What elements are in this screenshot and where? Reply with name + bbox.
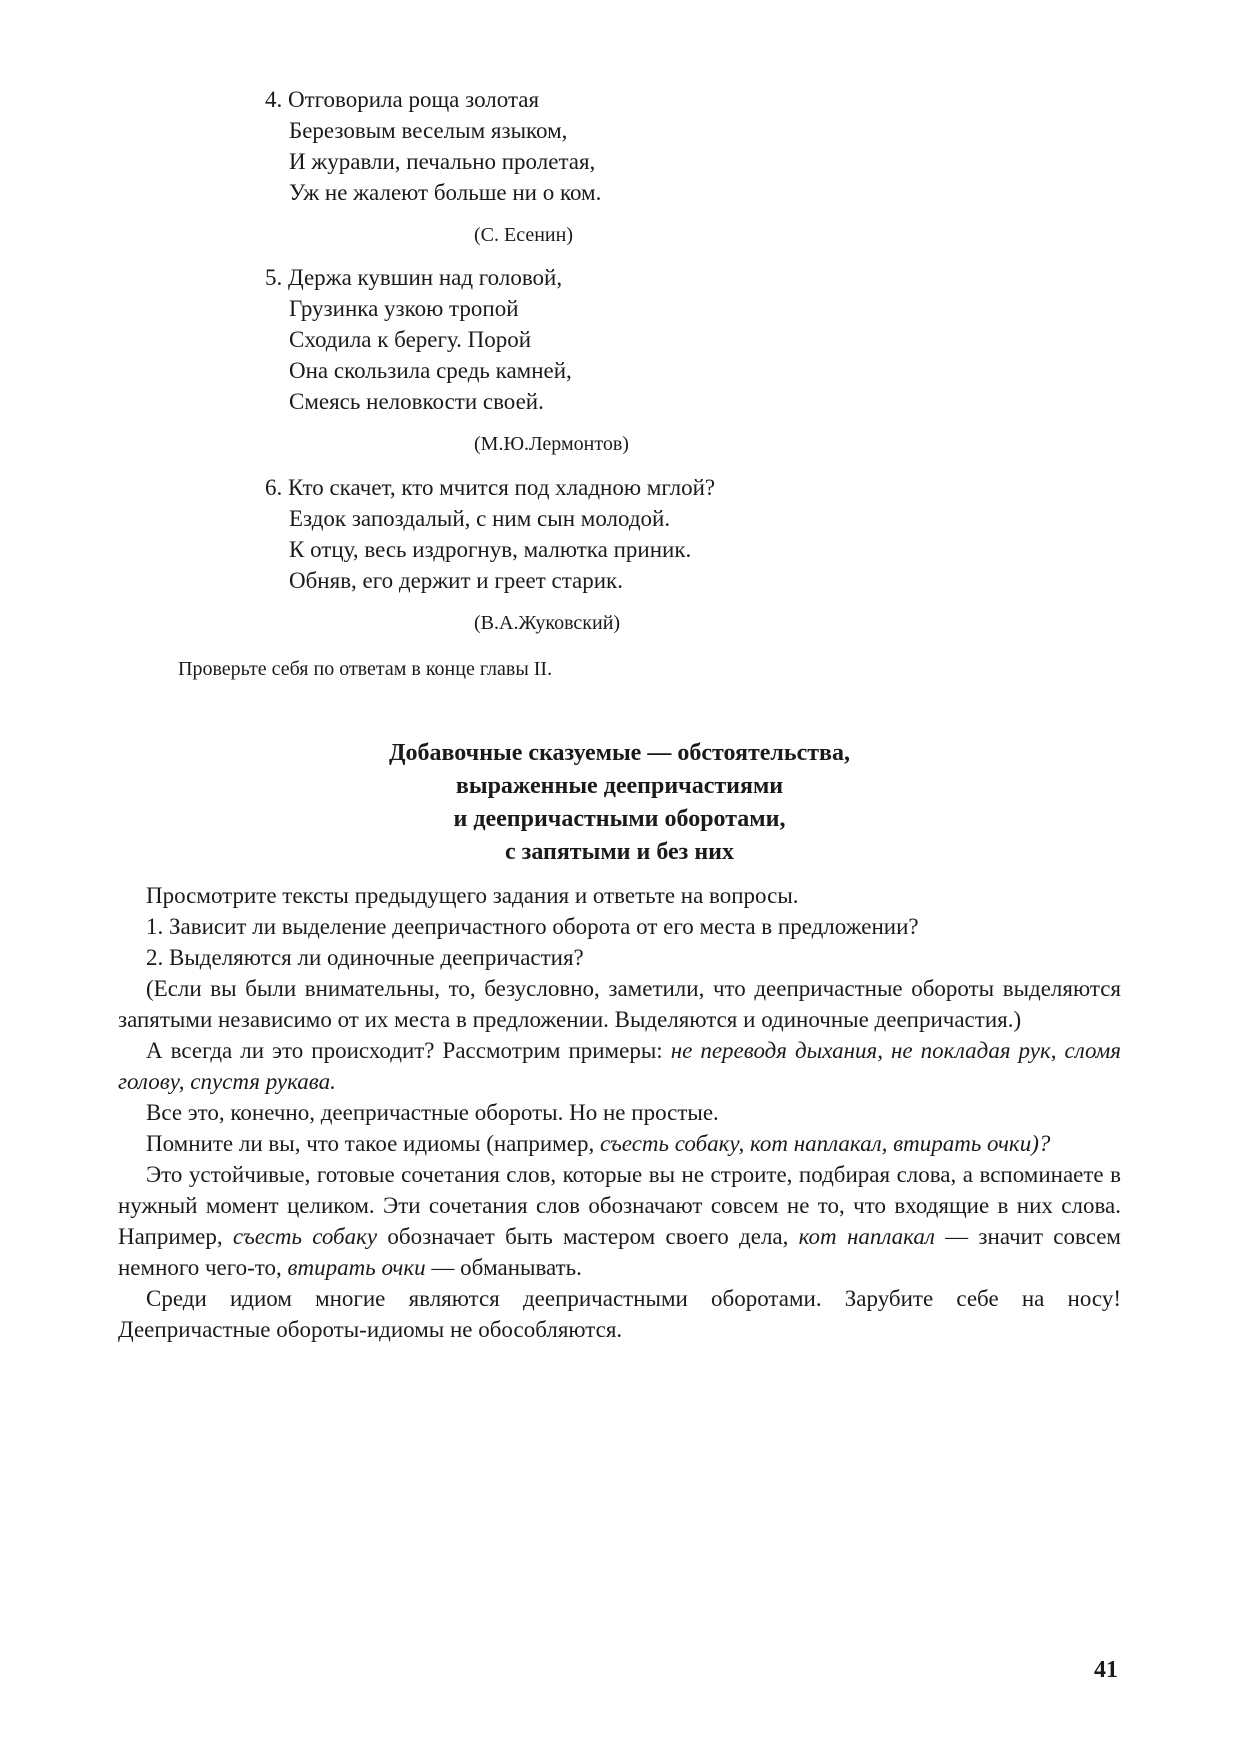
poem-6	[265, 472, 715, 596]
paragraph-8-idiom-1: съесть собаку	[232, 1224, 378, 1249]
poem-5-line-1: 5. Держа кувшин над головой,	[265, 265, 563, 290]
heading-line-1: Добавочные сказуемые — обстоятельства,	[388, 740, 850, 766]
poem-6-line-2: Ездок запоздалый, с ним сын молодой.	[289, 506, 671, 531]
heading-line-4: с запятыми и без них	[505, 839, 734, 865]
poem-5-line-5: Смеясь неловкости своей.	[289, 389, 544, 414]
poem-6-line-4: Обняв, его держит и греет старик.	[289, 568, 623, 593]
paragraph-8-idiom-3: втирать очки	[287, 1255, 426, 1280]
paragraph-8-text-c: — значит совсем немного чего-то,	[118, 1224, 1121, 1280]
poem-5-line-2: Грузинка узкою тропой	[289, 296, 519, 321]
poem-5	[265, 262, 572, 417]
poem-4-author: (С. Есенин)	[474, 224, 573, 246]
poem-4-line-1: 4. Отговорила роща золотая	[265, 87, 540, 112]
paragraph-8-idiom-2: кот наплакал	[798, 1224, 935, 1249]
poem-6-line-1: 6. Кто скачет, кто мчится под хладною мглой?	[265, 475, 716, 500]
section-heading	[118, 737, 1121, 869]
paragraph-8-text-b: обозначает быть мастером своего дела,	[377, 1224, 799, 1249]
poem-4	[265, 84, 601, 208]
poem-4-line-2: Березовым веселым языком,	[289, 118, 568, 143]
page-number: 41	[1094, 1657, 1118, 1683]
poem-4-line-3: И журавли, печально пролетая,	[289, 149, 596, 174]
paragraph-1: Просмотрите тексты предыдущего задания и ответьте на вопросы.	[146, 883, 799, 908]
poem-6-author: (В.А.Жуковский)	[474, 612, 621, 634]
poem-6-line-3: К отцу, весь издрогнув, малютка приник.	[289, 537, 692, 562]
heading-line-3: и деепричастными оборотами,	[453, 806, 786, 832]
paragraph-9: Среди идиом многие являются деепричастными оборотами. Зарубите себе на носу! Деепричастные обороты-идиомы не обособляются.	[118, 1286, 1121, 1342]
poem-5-line-4: Она скользила средь камней,	[289, 358, 572, 383]
paragraph-5-examples: не переводя дыхания, не покладая рук, сломя голову, спустя рукава.	[118, 1038, 1121, 1094]
answers-note: Проверьте себя по ответам в конце главы II.	[178, 658, 553, 680]
paragraph-8	[118, 1159, 1121, 1283]
poem-4-line-4: Уж не жалеют больше ни о ком.	[289, 180, 602, 205]
paragraph-8-text-a: Это устойчивые, готовые сочетания слов, которые вы не строите, подбирая слова, а вспоминаете в нужный момент целиком. Эти сочетания слов обозначают совсем не то, что входящие в них слова. Например,	[118, 1162, 1121, 1249]
paragraph-7-examples: съесть собаку, кот наплакал, втирать очки)?	[599, 1131, 1051, 1156]
body-text	[118, 880, 1121, 1345]
paragraph-7	[118, 1128, 1121, 1159]
paragraph-5-text: А всегда ли это происходит? Рассмотрим примеры:	[146, 1038, 671, 1063]
paragraph-5	[118, 1035, 1121, 1097]
paragraph-4: (Если вы были внимательны, то, безусловно, заметили, что деепричастные обороты выделяются запятыми независимо от их места в предложении. Выделяются и одиночные деепричастия.)	[118, 976, 1121, 1032]
paragraph-2: 1. Зависит ли выделение деепричастного оборота от его места в предложении?	[146, 914, 919, 939]
heading-line-2: выраженные деепричастиями	[455, 773, 784, 799]
paragraph-8-text-d: — обманывать.	[425, 1255, 582, 1280]
poem-5-line-3: Сходила к берегу. Порой	[289, 327, 532, 352]
poem-5-author: (М.Ю.Лермонтов)	[474, 433, 629, 455]
paragraph-3: 2. Выделяются ли одиночные деепричастия?	[146, 945, 584, 970]
paragraph-6: Все это, конечно, деепричастные обороты. Но не простые.	[146, 1100, 719, 1125]
paragraph-7-text: Помните ли вы, что такое идиомы (например,	[146, 1131, 600, 1156]
